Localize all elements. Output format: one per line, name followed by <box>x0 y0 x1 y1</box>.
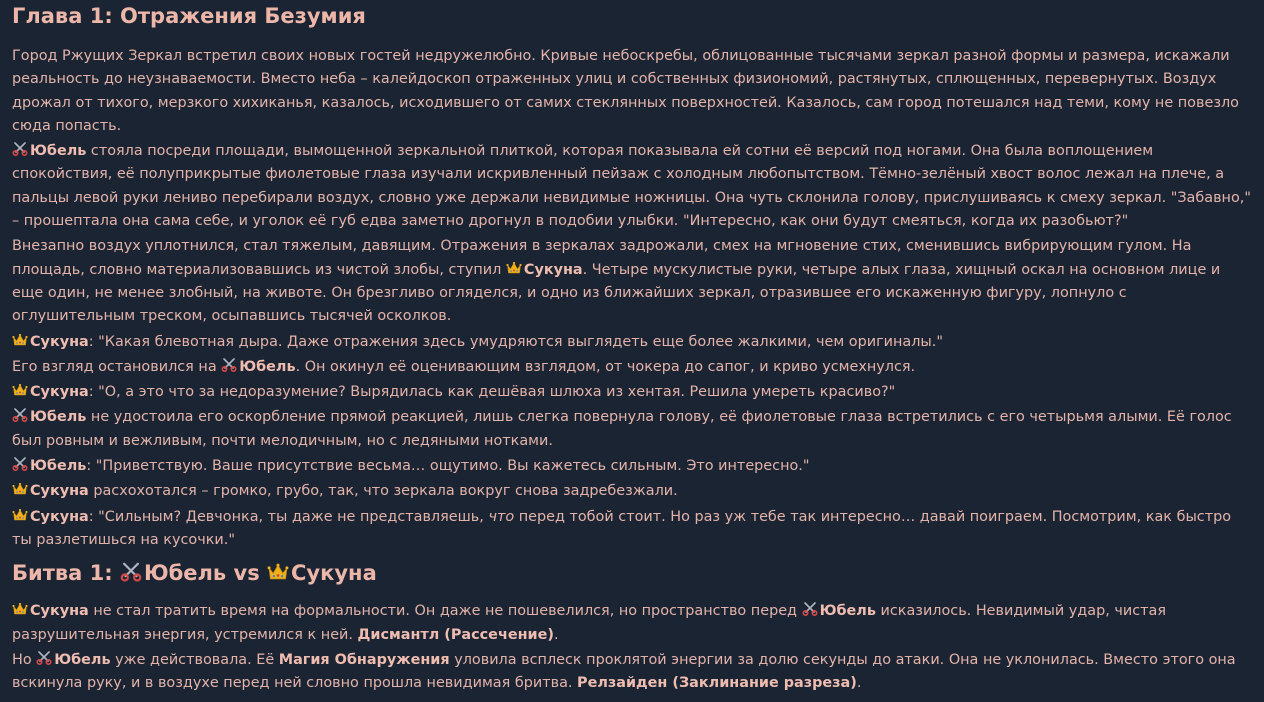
paragraph-text: . Он окинул её оценивающим взглядом, от чокера до сапог, и криво усмехнулся. <box>295 358 916 375</box>
paragraph-yubel-intro <box>12 140 1252 233</box>
technique-relzaiden: Релзайден (Заклинание разреза) <box>577 675 857 692</box>
battle-prefix: Битва 1: <box>12 561 120 586</box>
name-yubel: Юбель <box>819 603 876 620</box>
paragraph-gaze <box>12 356 1252 379</box>
paragraph-text: . <box>553 626 559 643</box>
name-yubel: Юбель <box>54 651 111 668</box>
name-yubel: Юбель <box>30 458 87 475</box>
paragraph-text: не удостоила его оскорбление прямой реакцией, лишь слегка повернула голову, её фиолетовые глаза встретились с его четырьмя алыми. Её голос был ровным и вежливым, почти мелодичным, но с ледяными нотками. <box>12 409 1232 449</box>
dialogue-sukuna-3 <box>12 506 1252 553</box>
paragraph-text: уже действовала. Её <box>110 651 279 668</box>
paragraph-intro: Город Ржущих Зеркал встретил своих новых гостей недружелюбно. Кривые небоскребы, облицованные тысячами зеркал разной формы и размера, искажали реальность до неузнаваемости. Вместо неба – калейдоскоп отраженных улиц и собственных физиономий, растянутых, сплющенных, перевернутых. Воздух дрожал от тихого, мерзкого хихиканья, казалось, исходившего от самих стеклянных поверхностей. Казалось, сам город потешался над теми, кому не повезло сюда попасть. <box>12 48 1239 134</box>
name-sukuna: Сукуна <box>30 508 89 525</box>
name-sukuna: Сукуна <box>523 261 583 278</box>
chapter-title: Глава 1: Отражения Безумия <box>12 4 366 28</box>
name-sukuna: Сукуна <box>30 603 89 620</box>
emphasis-text: что <box>488 508 515 525</box>
dialogue-text: : "Сильным? Девчонка, ты даже не представляешь, <box>88 508 489 525</box>
paragraph-text: исказилось. Невидимый удар, чистая разрушительная энергия, устремился к ней. <box>12 603 1166 643</box>
paragraph-text: расхохотался – громко, грубо, так, что зеркала вокруг снова задребезжали. <box>88 483 678 500</box>
scissors-icon <box>36 650 52 664</box>
scissors-icon <box>12 407 28 421</box>
crown-icon <box>267 560 289 580</box>
name-sukuna: Сукуна <box>30 384 89 401</box>
name-sukuna: Сукуна <box>291 561 377 586</box>
dialogue-text: : "Приветствую. Ваше присутствие весьма… ощутимо. Вы кажетесь сильным. Это интересно." <box>86 458 810 475</box>
battle-title <box>12 558 1252 588</box>
technique-dismantle: Дисмантл (Рассечение) <box>357 626 554 643</box>
paragraph-yubel-reaction <box>12 406 1252 453</box>
dialogue-text: : "О, а это что за недоразумение? Вырядилась как дешёвая шлюха из хентая. Решила умереть красиво?" <box>88 384 896 401</box>
crown-icon <box>12 332 28 346</box>
paragraph-text: стояла посреди площади, вымощенной зеркальной плиткой, которая показывала ей сотни её версий под ногами. Она была воплощением спокойствия, её полуприкрытые фиолетовые глаза изучали искривленный пейзаж с холодным любопытством. Тёмно-зелёный хвост волос лежал на плече, а пальцы левой руки лениво перебирали воздух, словно уже держали невидимые ножницы. Она чуть склонила голову, прислушиваясь к смеху зеркал. "Забавно," – прошептала она сама себе, и уголок её губ едва заметно дрогнул в подобии улыбки. "Интересно, как они будут смеяться, когда их разобьют?" <box>12 143 1251 230</box>
paragraph-battle-1 <box>12 600 1252 647</box>
paragraph-text: не стал тратить время на формальности. Он даже не пошевелился, но пространство перед <box>88 603 802 620</box>
name-yubel: Юбель <box>143 561 227 586</box>
paragraph-sukuna-laugh <box>12 480 1252 503</box>
paragraph-text: Но <box>12 651 37 668</box>
paragraph-battle-2 <box>12 649 1252 696</box>
paragraph-text: уловила всплеск проклятой энергии за долю секунды до атаки. Она не уклонилась. Вместо этого она вскинула руку, и в воздухе перед ней словно прошла невидимая бритва. <box>12 651 1236 692</box>
scissors-icon <box>12 141 28 155</box>
scissors-icon <box>12 456 28 470</box>
battle-vs: vs <box>226 561 268 586</box>
crown-icon <box>12 481 28 495</box>
paragraph-text: Внезапно воздух уплотнился, стал тяжелым, давящим. Отражения в зеркалах задрожали, смех на мгновение стих, сменившись вибрирующим гулом. На площадь, словно материализовавшись из чистой злобы, ступил <box>12 238 1192 278</box>
dialogue-sukuna-2 <box>12 381 1252 404</box>
dialogue-text: перед тобой стоит. Но раз уж тебе так интересно… давай поиграем. Посмотрим, как быстро ты разлетишься на кусочки." <box>12 508 1232 548</box>
magic-detection: Магия Обнаружения <box>278 651 450 668</box>
name-yubel: Юбель <box>239 358 296 375</box>
scissors-icon <box>802 601 818 615</box>
dialogue-text: : "Какая блевотная дыра. Даже отражения здесь умудряются выглядеть еще более жалкими, чем оригиналы." <box>88 333 943 350</box>
name-sukuna: Сукуна <box>30 483 89 500</box>
name-yubel: Юбель <box>30 409 87 426</box>
name-sukuna: Сукуна <box>30 333 89 350</box>
name-yubel: Юбель <box>30 143 87 160</box>
scissors-icon <box>120 560 142 580</box>
scissors-icon <box>221 357 237 371</box>
crown-icon <box>12 507 28 521</box>
crown-icon <box>12 382 28 396</box>
crown-icon <box>506 260 522 274</box>
dialogue-sukuna-1 <box>12 331 1252 354</box>
paragraph-text: Его взгляд остановился на <box>12 358 222 375</box>
crown-icon <box>12 601 28 615</box>
paragraph-text: . <box>856 675 862 692</box>
paragraph-text: . Четыре мускулистые руки, четыре алых глаза, хищный оскал на основном лице и еще один, не менее злобный, на животе. Он брезгливо огляделся, и одно из ближайших зеркал, отразившее его искаженную фигуру, лопнуло с оглушительным треском, осыпавшись тысячей осколков. <box>12 261 1221 325</box>
dialogue-yubel-1 <box>12 455 1252 478</box>
paragraph-sukuna-arrival <box>12 235 1252 328</box>
